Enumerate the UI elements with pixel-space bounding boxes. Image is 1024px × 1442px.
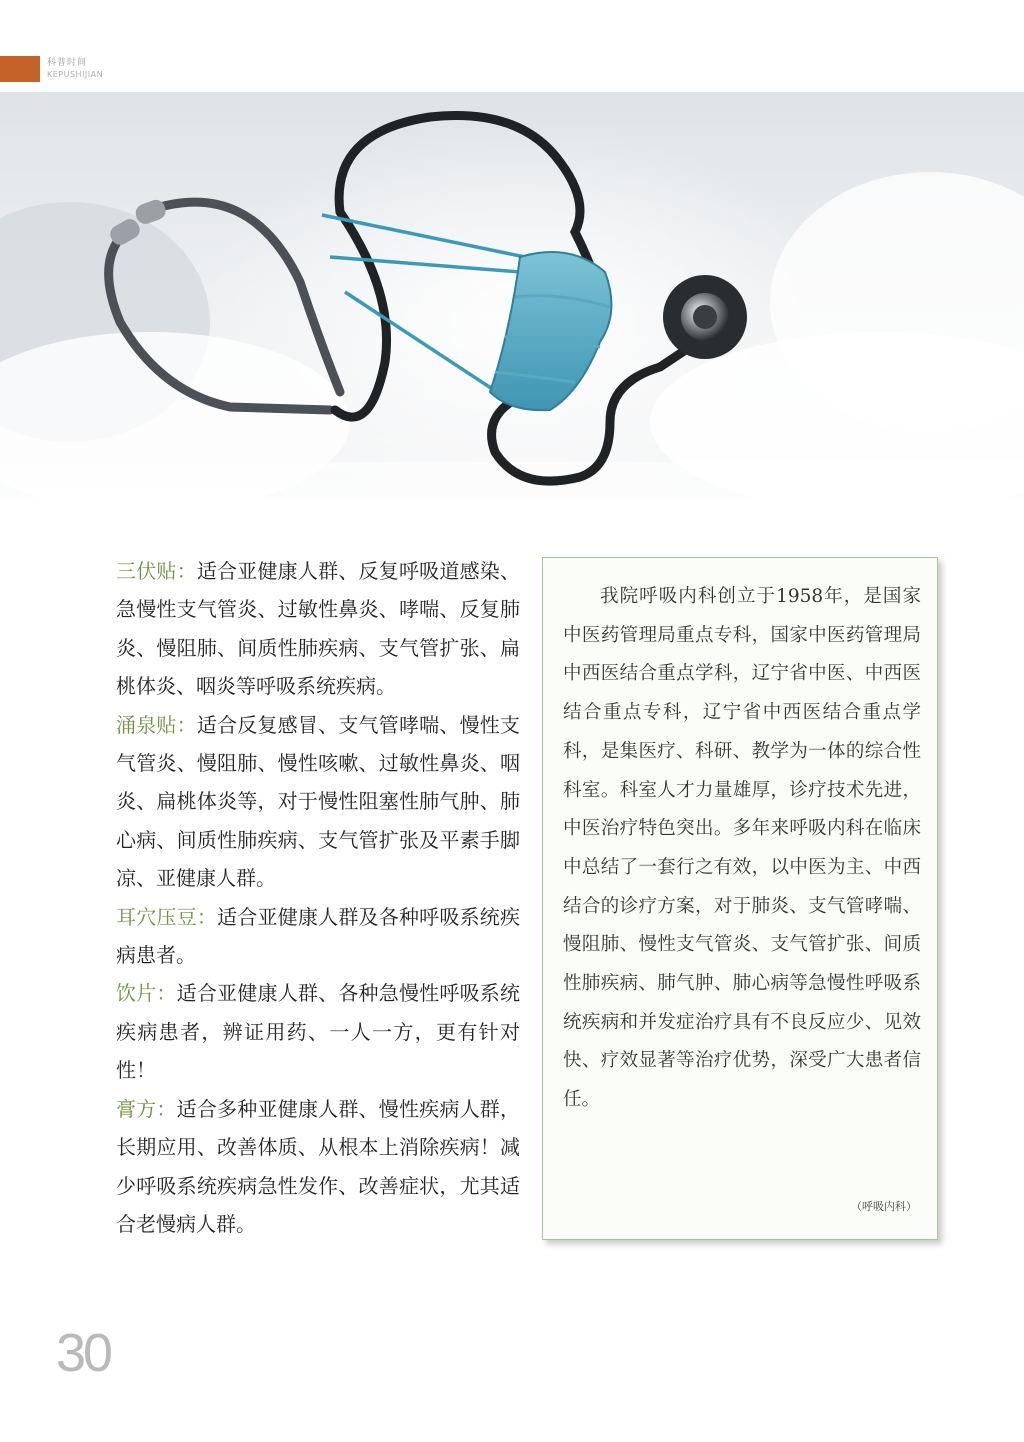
stethoscope-mask-illustration-icon — [0, 92, 1024, 497]
section-accent-bar — [0, 56, 40, 82]
list-item — [116, 974, 520, 1089]
term-description: 适合反复感冒、支气管哮喘、慢性支气管炎、慢阻肺、慢性咳嗽、过敏性鼻炎、咽炎、扁桃体炎等，对于慢性阻塞性肺气肿、肺心病、间质性肺疾病、支气管扩张及平素手脚凉、亚健康人群。 — [116, 712, 521, 891]
term-description: 适合亚健康人群及各种呼吸系统疾病患者。 — [116, 904, 521, 968]
term-description: 适合亚健康人群、各种急慢性呼吸系统疾病患者，辨证用药、一人一方，更有针对性！ — [116, 981, 521, 1083]
list-item — [116, 1090, 520, 1244]
list-item — [116, 898, 520, 975]
term-label: 耳穴压豆： — [116, 904, 218, 929]
hero-image — [0, 92, 1024, 497]
page-number: 30 — [56, 1323, 111, 1383]
term-label: 膏方： — [116, 1096, 177, 1121]
term-description: 适合亚健康人群、反复呼吸道感染、急慢性支气管炎、过敏性鼻炎、哮喘、反复肺炎、慢阻肺、间质性肺疾病、支气管扩张、扁桃体炎、咽炎等呼吸系统疾病。 — [116, 559, 521, 699]
list-item — [116, 552, 520, 706]
section-label: 科普时间 — [47, 58, 88, 68]
list-item — [116, 706, 520, 898]
term-description: 适合多种亚健康人群、慢性疾病人群，长期应用、改善体质、从根本上消除疾病！减少呼吸系统疾病急性发作、改善症状，尤其适合老慢病人群。 — [116, 1096, 521, 1236]
department-intro-text: 我院呼吸内科创立于1958年，是国家中医药管理局重点专科，国家中医药管理局中西医结合重点学科，辽宁省中医、中西医结合重点专科，辽宁省中西医结合重点学科，是集医疗、科研、教学为一体的综合性科室。科室人才力量雄厚，诊疗技术先进，中医治疗特色突出。多年来呼吸内科在临床中总结了一套行之有效，以中医为主、中西结合的诊疗方案，对于肺炎、支气管哮喘、慢阻肺、慢性支气管炎、支气管扩张、间质性肺疾病、肺气肿、肺心病等急慢性呼吸系统疾病和并发症治疗具有不良反应少、见效快、疗效显著等治疗优势，深受广大患者信任。 — [563, 586, 921, 1111]
department-intro-box — [542, 557, 938, 1240]
source-label: （呼吸内科） — [851, 1200, 917, 1213]
section-label-en: KEPUSHIJIAN — [47, 70, 104, 79]
services-list — [116, 552, 520, 1243]
term-label: 饮片： — [116, 981, 177, 1006]
term-label: 三伏贴： — [116, 559, 197, 583]
term-label: 涌泉贴： — [116, 712, 197, 737]
